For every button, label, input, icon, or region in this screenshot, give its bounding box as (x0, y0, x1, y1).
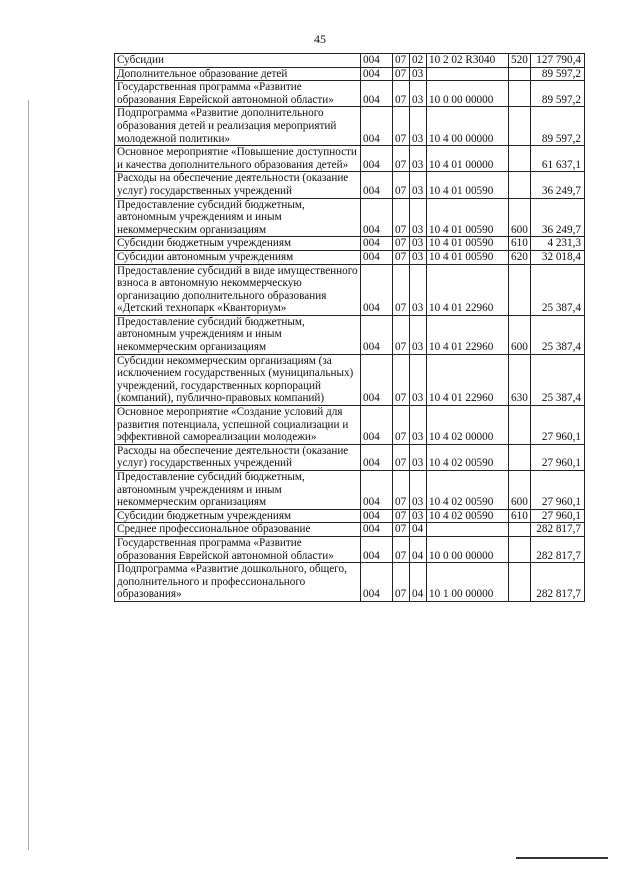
row-amount: 89 597,2 (531, 81, 585, 107)
row-expense-type: 520 (509, 54, 531, 68)
row-admin-code: 004 (361, 107, 393, 146)
row-section-code: 07 (393, 315, 410, 354)
row-amount: 36 249,7 (531, 198, 585, 237)
table-row (115, 536, 585, 562)
row-amount: 27 960,1 (531, 471, 585, 510)
table-row (115, 250, 585, 264)
row-subsection-code: 03 (410, 315, 427, 354)
row-admin-code: 004 (361, 250, 393, 264)
row-admin-code: 004 (361, 81, 393, 107)
row-section-code: 07 (393, 54, 410, 68)
row-expense-type: 600 (509, 198, 531, 237)
row-amount: 25 387,4 (531, 315, 585, 354)
row-amount: 27 960,1 (531, 406, 585, 445)
row-name: Предоставление субсидий в виде имущественного взноса в автономную некоммерческую организацию дополнительного образования «Детский технопарк «Кванториум» (115, 264, 361, 315)
table-row (115, 81, 585, 107)
table-row (115, 264, 585, 315)
table-row (115, 471, 585, 510)
table-body (115, 54, 585, 602)
row-subsection-code: 04 (410, 536, 427, 562)
row-name: Предоставление субсидий бюджетным, автономным учреждениям и иным некоммерческим организациям (115, 471, 361, 510)
row-amount: 27 960,1 (531, 444, 585, 470)
row-amount: 61 637,1 (531, 146, 585, 172)
row-amount: 89 597,2 (531, 107, 585, 146)
row-admin-code: 004 (361, 523, 393, 537)
row-expense-type: 630 (509, 354, 531, 405)
row-amount: 282 817,7 (531, 563, 585, 602)
table-row (115, 315, 585, 354)
row-target-article: 10 0 00 00000 (427, 536, 509, 562)
table-row (115, 107, 585, 146)
row-admin-code: 004 (361, 563, 393, 602)
row-name: Субсидии автономным учреждениям (115, 250, 361, 264)
row-section-code: 07 (393, 406, 410, 445)
row-expense-type: 610 (509, 509, 531, 523)
row-target-article: 10 4 01 00000 (427, 146, 509, 172)
row-target-article: 10 4 01 00590 (427, 250, 509, 264)
row-name: Субсидии бюджетным учреждениям (115, 237, 361, 251)
row-admin-code: 004 (361, 536, 393, 562)
row-subsection-code: 03 (410, 198, 427, 237)
row-section-code: 07 (393, 264, 410, 315)
row-amount: 27 960,1 (531, 509, 585, 523)
table-row (115, 54, 585, 68)
row-amount: 127 790,4 (531, 54, 585, 68)
row-name: Субсидии (115, 54, 361, 68)
row-amount: 36 249,7 (531, 172, 585, 198)
row-target-article: 10 4 01 22960 (427, 354, 509, 405)
row-expense-type (509, 523, 531, 537)
footer-rule (516, 857, 608, 859)
row-name: Расходы на обеспечение деятельности (оказание услуг) государственных учреждений (115, 444, 361, 470)
row-subsection-code: 03 (410, 354, 427, 405)
row-target-article: 10 2 02 R3040 (427, 54, 509, 68)
row-section-code: 07 (393, 67, 410, 81)
row-section-code: 07 (393, 172, 410, 198)
table-row (115, 146, 585, 172)
row-amount: 282 817,7 (531, 523, 585, 537)
row-admin-code: 004 (361, 67, 393, 81)
row-subsection-code: 04 (410, 523, 427, 537)
row-admin-code: 004 (361, 54, 393, 68)
row-section-code: 07 (393, 563, 410, 602)
row-section-code: 07 (393, 146, 410, 172)
row-expense-type (509, 536, 531, 562)
row-admin-code: 004 (361, 237, 393, 251)
row-admin-code: 004 (361, 198, 393, 237)
table-row (115, 172, 585, 198)
row-section-code: 07 (393, 107, 410, 146)
row-amount: 32 018,4 (531, 250, 585, 264)
row-name: Предоставление субсидий бюджетным, автономным учреждениям и иным некоммерческим организациям (115, 198, 361, 237)
row-admin-code: 004 (361, 315, 393, 354)
row-expense-type (509, 264, 531, 315)
row-target-article: 10 4 02 00590 (427, 444, 509, 470)
row-admin-code: 004 (361, 406, 393, 445)
row-section-code: 07 (393, 536, 410, 562)
row-section-code: 07 (393, 354, 410, 405)
table-row (115, 67, 585, 81)
row-section-code: 07 (393, 509, 410, 523)
row-target-article: 10 4 01 22960 (427, 264, 509, 315)
row-name: Подпрограмма «Развитие дошкольного, общего, дополнительного и профессионального образования» (115, 563, 361, 602)
row-subsection-code: 03 (410, 264, 427, 315)
row-subsection-code: 03 (410, 471, 427, 510)
row-target-article: 10 0 00 00000 (427, 81, 509, 107)
row-expense-type: 600 (509, 315, 531, 354)
row-name: Субсидии бюджетным учреждениям (115, 509, 361, 523)
row-target-article: 10 4 01 00590 (427, 237, 509, 251)
row-subsection-code: 03 (410, 406, 427, 445)
row-name: Основное мероприятие «Создание условий для развития потенциала, успешной социализации и эффективной самореализации молодежи» (115, 406, 361, 445)
table-row (115, 523, 585, 537)
row-target-article: 10 4 00 00000 (427, 107, 509, 146)
row-admin-code: 004 (361, 172, 393, 198)
row-expense-type: 610 (509, 237, 531, 251)
row-section-code: 07 (393, 444, 410, 470)
row-expense-type (509, 146, 531, 172)
row-subsection-code: 02 (410, 54, 427, 68)
row-name: Государственная программа «Развитие образования Еврейской автономной области» (115, 81, 361, 107)
row-expense-type (509, 563, 531, 602)
table-row (115, 509, 585, 523)
row-expense-type (509, 172, 531, 198)
row-name: Государственная программа «Развитие образования Еврейской автономной области» (115, 536, 361, 562)
table-row (115, 354, 585, 405)
row-target-article: 10 4 01 00590 (427, 198, 509, 237)
row-section-code: 07 (393, 237, 410, 251)
row-amount: 25 387,4 (531, 354, 585, 405)
row-amount: 89 597,2 (531, 67, 585, 81)
page-number: 45 (314, 32, 326, 46)
row-section-code: 07 (393, 81, 410, 107)
budget-table (114, 53, 585, 602)
table-row (115, 406, 585, 445)
row-name: Субсидии некоммерческим организациям (за исключением государственных (муниципальных) учреждений, государственных корпораций (компаний), публично-правовых компаний) (115, 354, 361, 405)
row-section-code: 07 (393, 523, 410, 537)
scan-margin-line (28, 100, 29, 850)
row-name: Основное мероприятие «Повышение доступности и качества дополнительного образования детей» (115, 146, 361, 172)
row-target-article (427, 67, 509, 81)
row-target-article: 10 4 02 00590 (427, 471, 509, 510)
row-name: Предоставление субсидий бюджетным, автономным учреждениям и иным некоммерческим организациям (115, 315, 361, 354)
row-amount: 25 387,4 (531, 264, 585, 315)
row-subsection-code: 04 (410, 563, 427, 602)
row-target-article: 10 1 00 00000 (427, 563, 509, 602)
row-target-article: 10 4 02 00590 (427, 509, 509, 523)
row-admin-code: 004 (361, 509, 393, 523)
row-name: Подпрограмма «Развитие дополнительного образования детей и реализация мероприятий молодежной политики» (115, 107, 361, 146)
table-row (115, 563, 585, 602)
row-amount: 4 231,3 (531, 237, 585, 251)
row-subsection-code: 03 (410, 107, 427, 146)
row-admin-code: 004 (361, 354, 393, 405)
row-expense-type: 620 (509, 250, 531, 264)
row-section-code: 07 (393, 250, 410, 264)
row-subsection-code: 03 (410, 172, 427, 198)
table-row (115, 198, 585, 237)
row-subsection-code: 03 (410, 146, 427, 172)
row-expense-type (509, 107, 531, 146)
row-expense-type: 600 (509, 471, 531, 510)
row-section-code: 07 (393, 471, 410, 510)
table-row (115, 237, 585, 251)
row-admin-code: 004 (361, 146, 393, 172)
row-expense-type (509, 444, 531, 470)
row-expense-type (509, 406, 531, 445)
row-admin-code: 004 (361, 444, 393, 470)
row-name: Расходы на обеспечение деятельности (оказание услуг) государственных учреждений (115, 172, 361, 198)
row-subsection-code: 03 (410, 237, 427, 251)
row-name: Дополнительное образование детей (115, 67, 361, 81)
row-subsection-code: 03 (410, 81, 427, 107)
row-subsection-code: 03 (410, 250, 427, 264)
row-expense-type (509, 67, 531, 81)
row-admin-code: 004 (361, 471, 393, 510)
row-target-article (427, 523, 509, 537)
row-target-article: 10 4 01 22960 (427, 315, 509, 354)
row-amount: 282 817,7 (531, 536, 585, 562)
row-section-code: 07 (393, 198, 410, 237)
row-target-article: 10 4 01 00590 (427, 172, 509, 198)
row-target-article: 10 4 02 00000 (427, 406, 509, 445)
row-subsection-code: 03 (410, 67, 427, 81)
row-expense-type (509, 81, 531, 107)
row-admin-code: 004 (361, 264, 393, 315)
row-subsection-code: 03 (410, 509, 427, 523)
row-name: Среднее профессиональное образование (115, 523, 361, 537)
table-row (115, 444, 585, 470)
row-subsection-code: 03 (410, 444, 427, 470)
